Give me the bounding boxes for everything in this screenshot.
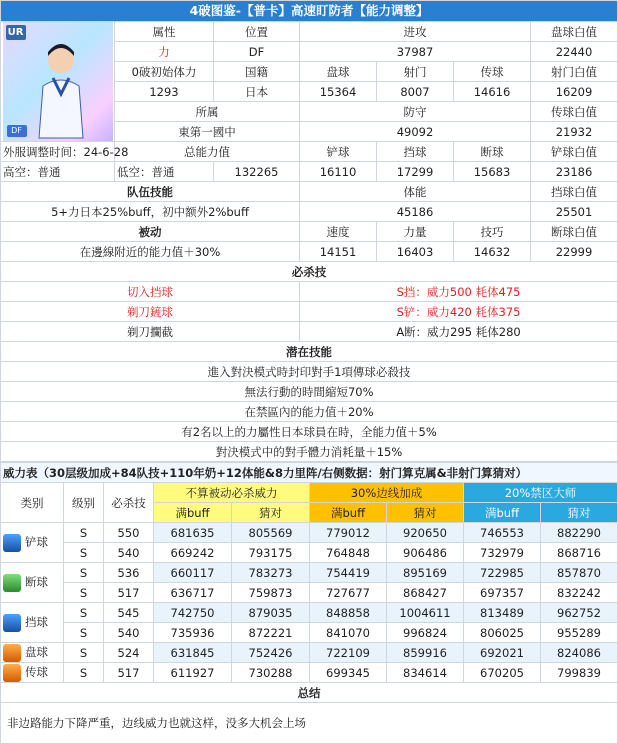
label: 位置 [214, 22, 300, 42]
type-cell [1, 523, 64, 563]
label: 传球白值 [531, 102, 618, 122]
power-table-title: 威力表（30层级加成+84队技+110年奶+12体能&8力里阵/右侧数据：射门算克属&非射门算猜对） [1, 463, 618, 483]
cell: 824086 [541, 643, 618, 663]
type-cell [1, 643, 64, 663]
table-row [1, 583, 618, 603]
cell: 681635 [154, 523, 232, 543]
pass-value: 14616 [454, 82, 531, 102]
cell: 732979 [464, 543, 541, 563]
label: 速度 [300, 222, 377, 242]
cell: 727677 [310, 583, 387, 603]
label: 断球白值 [531, 222, 618, 242]
rarity-badge: UR [6, 25, 26, 40]
level: S [64, 603, 104, 623]
cell: 857870 [541, 563, 618, 583]
cell: 868427 [387, 583, 464, 603]
type-label: 铲球 [25, 535, 48, 550]
cell: 779012 [310, 523, 387, 543]
cell: 955289 [541, 623, 618, 643]
adjust-time: 外服调整时间：24-6-28 [1, 142, 115, 162]
label: 盘球 [300, 62, 377, 82]
cell: 882290 [541, 523, 618, 543]
block-icon [3, 614, 21, 632]
cell: 722985 [464, 563, 541, 583]
move-power: 536 [104, 563, 154, 583]
label: 进攻 [300, 22, 531, 42]
cell: 895169 [387, 563, 464, 583]
intercept-value: 15683 [454, 162, 531, 182]
cell: 832242 [541, 583, 618, 603]
col-level: 级别 [64, 483, 104, 523]
cell: 813489 [464, 603, 541, 623]
move-power: 524 [104, 643, 154, 663]
intercept-icon [3, 574, 21, 592]
dribble-value: 15364 [300, 82, 377, 102]
type-cell [1, 563, 64, 603]
label: 技巧 [454, 222, 531, 242]
label: 属性 [115, 22, 214, 42]
summary-label: 总结 [1, 683, 618, 703]
label: 体能 [300, 182, 531, 202]
latent-item: 進入對決模式時封印對手1項傳球必殺技 [1, 362, 618, 382]
table-row [1, 523, 618, 543]
table-row [1, 563, 618, 583]
cell: 660117 [154, 563, 232, 583]
attribute-value: 力 [115, 42, 214, 62]
low-air: 低空：普通 [115, 162, 214, 182]
label: 铲球白值 [531, 142, 618, 162]
speed-value: 14151 [300, 242, 377, 262]
cell: 746553 [464, 523, 541, 543]
intercept-white-value: 22999 [531, 242, 618, 262]
cell: 834614 [387, 663, 464, 683]
table-row [1, 543, 618, 563]
cell: 759873 [232, 583, 310, 603]
label: 力量 [377, 222, 454, 242]
col-type: 类别 [1, 483, 64, 523]
pass-white-value: 21932 [531, 122, 618, 142]
power-table [0, 462, 618, 744]
col-full-buff: 满buff [464, 503, 541, 523]
label: 防守 [300, 102, 531, 122]
label: 挡球 [377, 142, 454, 162]
cell: 783273 [232, 563, 310, 583]
col-guess: 猜对 [541, 503, 618, 523]
dribble-white-value: 22440 [531, 42, 618, 62]
label: 铲球 [300, 142, 377, 162]
card-portrait [1, 22, 115, 142]
move-power: 517 [104, 583, 154, 603]
special-name: 切入挡球 [1, 282, 300, 302]
level: S [64, 643, 104, 663]
shoot-value: 8007 [377, 82, 454, 102]
dribble-icon [3, 644, 21, 662]
label: 0破初始体力 [115, 62, 214, 82]
team-skill-label: 队伍技能 [1, 182, 300, 202]
latent-label: 潜在技能 [1, 342, 618, 362]
offense-value: 37987 [300, 42, 531, 62]
cell: 699345 [310, 663, 387, 683]
col-move: 必杀技 [104, 483, 154, 523]
cell: 848858 [310, 603, 387, 623]
col-full-buff: 满buff [310, 503, 387, 523]
type-label: 盘球 [25, 645, 48, 660]
label: 挡球白值 [531, 182, 618, 202]
cell: 793175 [232, 543, 310, 563]
label: 总能力值 [115, 142, 300, 162]
pass-icon [3, 664, 21, 682]
move-power: 550 [104, 523, 154, 543]
cell: 841070 [310, 623, 387, 643]
position-badge: DF [7, 125, 27, 137]
high-air: 高空：普通 [1, 162, 115, 182]
nation-value: 日本 [214, 82, 300, 102]
label: 射门白值 [531, 62, 618, 82]
group-no-passive: 不算被动必杀威力 [154, 483, 310, 503]
cell: 1004611 [387, 603, 464, 623]
team-skill-value: 5+力日本25%buff，初中额外2%buff [1, 202, 300, 222]
passive-value: 在邊線附近的能力值＋30% [1, 242, 300, 262]
block-value: 17299 [377, 162, 454, 182]
col-guess: 猜对 [387, 503, 464, 523]
cell: 805569 [232, 523, 310, 543]
player-portrait-icon [31, 38, 91, 138]
tackle-white-value: 23186 [531, 162, 618, 182]
cell: 799839 [541, 663, 618, 683]
cell: 868716 [541, 543, 618, 563]
type-label: 传球 [25, 665, 48, 680]
latent-item: 有2名以上的力屬性日本球員在時，全能力值＋5% [1, 422, 618, 442]
cell: 872221 [232, 623, 310, 643]
defense-value: 49092 [300, 122, 531, 142]
tackle-icon [3, 534, 21, 552]
label: 盘球白值 [531, 22, 618, 42]
cell: 906486 [387, 543, 464, 563]
cell: 764848 [310, 543, 387, 563]
block-white-value: 25501 [531, 202, 618, 222]
cell: 920650 [387, 523, 464, 543]
summary-text: 非边路能力下降严重，边线威力也就这样，没多大机会上场 [1, 703, 618, 744]
total-value: 132265 [214, 162, 300, 182]
level: S [64, 543, 104, 563]
type-label: 断球 [25, 575, 48, 590]
cell: 669242 [154, 543, 232, 563]
type-cell [1, 603, 64, 643]
physical-value: 45186 [300, 202, 531, 222]
special-name: 剃刀攔截 [1, 322, 300, 342]
move-power: 540 [104, 623, 154, 643]
shoot-white-value: 16209 [531, 82, 618, 102]
label: 国籍 [214, 62, 300, 82]
type-label: 挡球 [25, 615, 48, 630]
label: 所属 [115, 102, 300, 122]
table-row [1, 603, 618, 623]
cell: 631845 [154, 643, 232, 663]
cell: 879035 [232, 603, 310, 623]
cell: 692021 [464, 643, 541, 663]
level: S [64, 663, 104, 683]
level: S [64, 623, 104, 643]
table-row [1, 623, 618, 643]
level: S [64, 563, 104, 583]
tackle-value: 16110 [300, 162, 377, 182]
cell: 752426 [232, 643, 310, 663]
position-value: DF [214, 42, 300, 62]
latent-item: 對決模式中的對手體力消耗量＋15% [1, 442, 618, 462]
cell: 806025 [464, 623, 541, 643]
label: 传球 [454, 62, 531, 82]
move-power: 517 [104, 663, 154, 683]
special-name: 剃刀鏟球 [1, 302, 300, 322]
cell: 859916 [387, 643, 464, 663]
type-cell [1, 663, 64, 683]
col-guess: 猜对 [232, 503, 310, 523]
special-detail: A断：威力295 耗体280 [300, 322, 618, 342]
special-label: 必杀技 [1, 262, 618, 282]
latent-item: 無法行動的時間縮短70% [1, 382, 618, 402]
cell: 742750 [154, 603, 232, 623]
power-value: 16403 [377, 242, 454, 262]
group-box-master: 20%禁区大师 [464, 483, 618, 503]
cell: 722109 [310, 643, 387, 663]
cell: 697357 [464, 583, 541, 603]
cell: 670205 [464, 663, 541, 683]
label: 断球 [454, 142, 531, 162]
table-row [1, 643, 618, 663]
stamina-value: 1293 [115, 82, 214, 102]
special-detail: S铲：威力420 耗体375 [300, 302, 618, 322]
passive-label: 被动 [1, 222, 300, 242]
cell: 636717 [154, 583, 232, 603]
team-value: 東第一國中 [115, 122, 300, 142]
special-detail: S挡：威力500 耗体475 [300, 282, 618, 302]
page-title: 4破图鉴-【普卡】高速盯防者【能力调整】 [1, 1, 618, 22]
group-sideline: 30%边线加成 [310, 483, 464, 503]
level: S [64, 583, 104, 603]
label: 射门 [377, 62, 454, 82]
technique-value: 14632 [454, 242, 531, 262]
col-full-buff: 满buff [154, 503, 232, 523]
cell: 730288 [232, 663, 310, 683]
latent-item: 在禁區內的能力值＋20% [1, 402, 618, 422]
move-power: 540 [104, 543, 154, 563]
cell: 735936 [154, 623, 232, 643]
cell: 611927 [154, 663, 232, 683]
move-power: 545 [104, 603, 154, 623]
cell: 754419 [310, 563, 387, 583]
cell: 996824 [387, 623, 464, 643]
table-row [1, 663, 618, 683]
cell: 962752 [541, 603, 618, 623]
level: S [64, 523, 104, 543]
